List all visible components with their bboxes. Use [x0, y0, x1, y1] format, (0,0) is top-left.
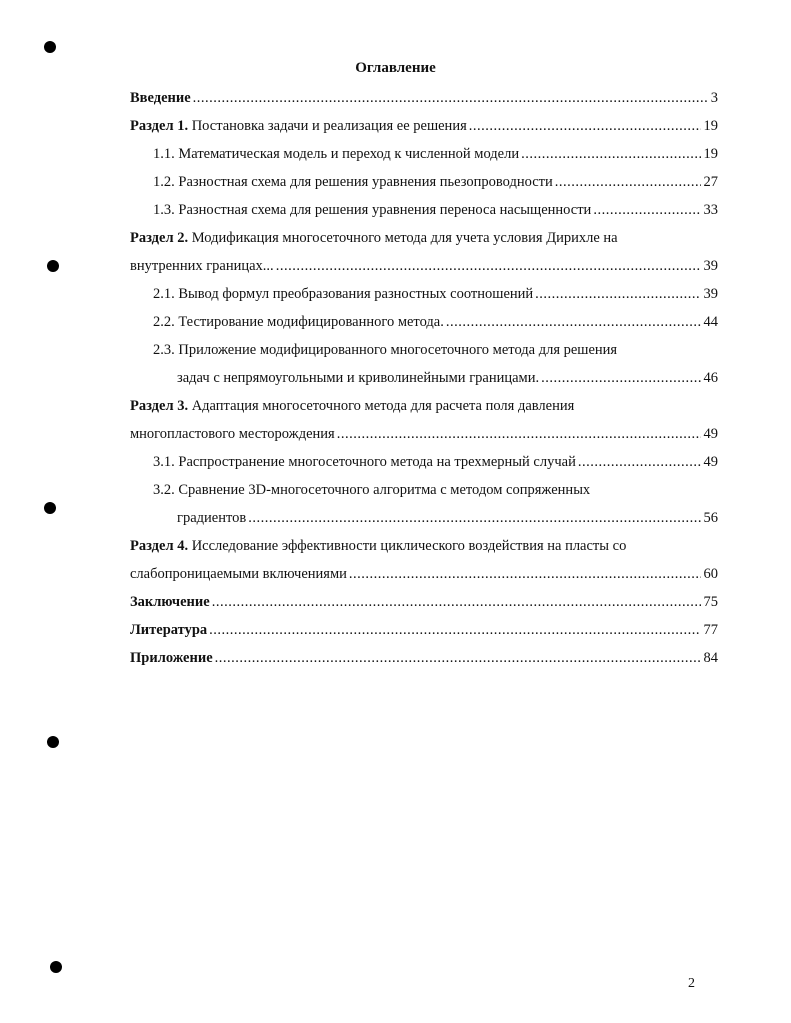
leader-dots [541, 369, 700, 387]
toc-label: Введение [130, 90, 191, 106]
toc-section-label: Раздел 2. [130, 230, 189, 246]
toc-page: 3 [710, 90, 718, 106]
toc-page: 75 [703, 594, 718, 610]
toc-label: Приложение [130, 650, 213, 666]
toc-entry-3-1[interactable] [153, 453, 718, 471]
leader-dots [535, 285, 700, 303]
leader-dots [276, 257, 701, 275]
toc-section-label: Раздел 4. [130, 538, 189, 554]
toc-entry-section-2-line1[interactable] [130, 229, 618, 247]
leader-dots [555, 173, 701, 191]
toc-label: 1.2. Разностная схема для решения уравнения пьезопроводности [153, 174, 553, 190]
toc-entry-section-3-line2[interactable] [130, 425, 718, 443]
page-number: 2 [688, 976, 695, 991]
toc-page: 60 [703, 566, 718, 582]
toc-label: градиентов [177, 510, 247, 526]
leader-dots [212, 593, 701, 611]
toc-label: Адаптация многосеточного метода для расчета поля давления [188, 398, 575, 414]
toc-label: Исследование эффективности циклического воздействия на пласты со [188, 538, 627, 554]
toc-label: многопластового месторождения [130, 426, 335, 442]
toc-label: слабопроницаемыми включениями [130, 566, 347, 582]
toc-page: 56 [703, 510, 718, 526]
leader-dots [593, 201, 700, 219]
toc-entry-2-3-line1[interactable] [153, 341, 617, 359]
toc-label: 2.2. Тестирование модифицированного метода. [153, 314, 444, 330]
toc-page: 77 [703, 622, 718, 638]
toc-page: 19 [703, 146, 718, 162]
toc-label: 1.1. Математическая модель и переход к численной модели [153, 146, 520, 162]
toc-section-label: Раздел 1. [130, 118, 189, 134]
toc-entry-section-1[interactable] [130, 117, 718, 135]
toc-entry-section-4-line2[interactable] [130, 565, 718, 583]
toc-label: 3.1. Распространение многосеточного метода на трехмерный случай [153, 454, 576, 470]
toc-page: 19 [703, 118, 718, 134]
leader-dots [215, 649, 701, 667]
leader-dots [349, 565, 701, 583]
toc-label: Постановка задачи и реализация ее решения [188, 118, 467, 134]
toc-label: Литература [130, 622, 208, 638]
toc-page: 44 [703, 314, 718, 330]
leader-dots [248, 509, 700, 527]
toc-page: 33 [703, 202, 718, 218]
toc-page: 49 [703, 454, 718, 470]
toc-label: 2.3. Приложение модифицированного многосеточного метода для решения [153, 342, 618, 358]
toc-entry-conclusion[interactable] [130, 593, 718, 611]
leader-dots [446, 313, 701, 331]
toc-section-label: Раздел 3. [130, 398, 189, 414]
toc-entry-literature[interactable] [130, 621, 718, 639]
toc-page: 39 [703, 258, 718, 274]
toc-entry-1-2[interactable] [153, 173, 718, 191]
toc-page: 39 [703, 286, 718, 302]
toc-entry-3-2-line1[interactable] [153, 481, 590, 499]
toc-page: 49 [703, 426, 718, 442]
page-title: Оглавление [355, 60, 436, 76]
toc-entry-2-1[interactable] [153, 285, 718, 303]
leader-dots [209, 621, 700, 639]
leader-dots [469, 117, 701, 135]
toc-entry-section-4-line1[interactable] [130, 537, 626, 555]
toc-page: 46 [703, 370, 718, 386]
toc-entry-3-2-line2[interactable] [177, 509, 718, 527]
toc-label: задач с непрямоугольными и криволинейными границами. [177, 370, 540, 386]
toc-entry-appendix[interactable] [130, 649, 718, 667]
leader-dots [193, 89, 708, 107]
leader-dots [578, 453, 701, 471]
toc-entry-1-3[interactable] [153, 201, 718, 219]
toc-page: 27 [703, 174, 718, 190]
leader-dots [521, 145, 700, 163]
toc-page: 84 [703, 650, 718, 666]
toc-entry-section-3-line1[interactable] [130, 397, 574, 415]
toc-entry-2-3-line2[interactable] [177, 369, 718, 387]
toc-label: внутренних границах... [130, 258, 274, 274]
toc-label: 1.3. Разностная схема для решения уравнения переноса насыщенности [153, 202, 592, 218]
leader-dots [337, 425, 701, 443]
toc-label: Модификация многосеточного метода для учета условия Дирихле на [188, 230, 618, 246]
toc-label: 2.1. Вывод формул преобразования разностных соотношений [153, 286, 534, 302]
toc-entry-2-2[interactable] [153, 313, 718, 331]
toc-label: Заключение [130, 594, 210, 610]
toc-entry-section-2-line2[interactable] [130, 257, 718, 275]
toc-entry-intro[interactable] [130, 89, 718, 107]
toc-label: 3.2. Сравнение 3D-многосеточного алгоритма с методом сопряженных [153, 482, 591, 498]
toc-entry-1-1[interactable] [153, 145, 718, 163]
